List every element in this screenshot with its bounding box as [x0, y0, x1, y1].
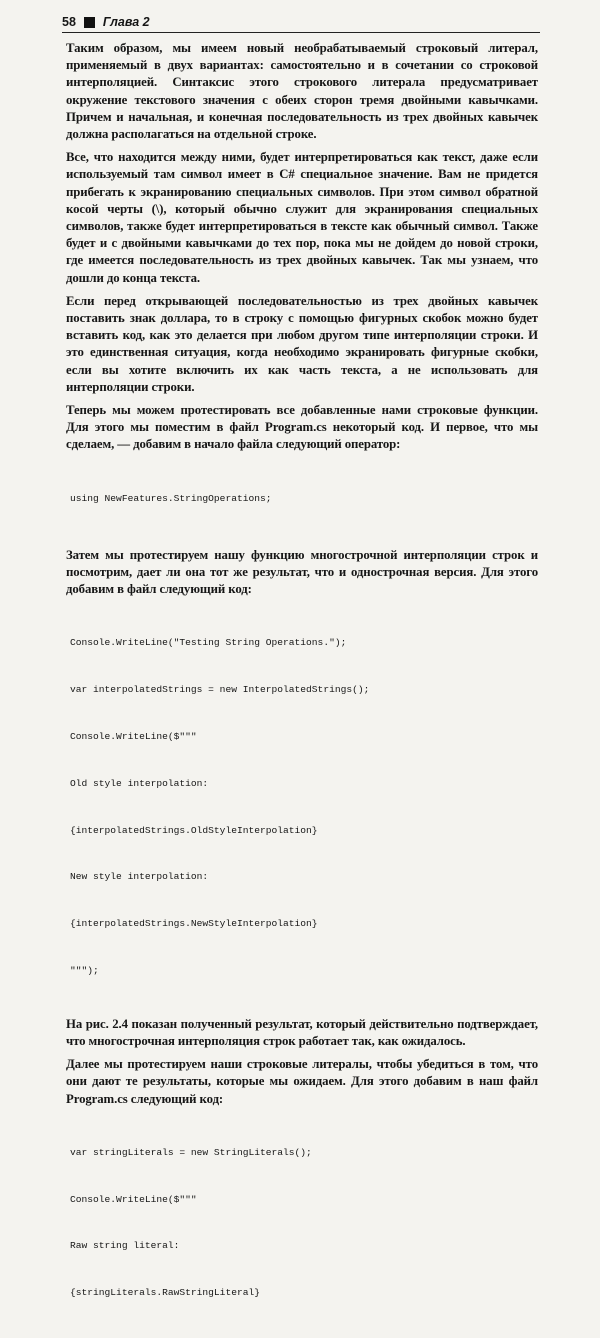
paragraph: На рис. 2.4 показан полученный результат, который действительно подтверждает, что многострочная интерполяция строк работает так, как ожидалось.: [66, 1016, 538, 1048]
code-line: var stringLiterals = new StringLiterals();: [70, 1146, 312, 1158]
header-rule: [62, 32, 540, 33]
paragraph: Далее мы протестируем наши строковые литералы, чтобы убедиться в том, что они дают те результаты, которые мы ожидаем. Для этого добавим в наш файл Program.cs следующий код:: [66, 1057, 538, 1106]
code-line: Console.WriteLine($""": [70, 1193, 197, 1205]
page-body: [66, 40, 538, 1338]
code-block-using: [70, 460, 538, 538]
code-line: {interpolatedStrings.OldStyleInterpolation}: [70, 824, 318, 836]
code-line: {stringLiterals.RawStringLiteral}: [70, 1287, 260, 1299]
code-block-literals: [70, 1114, 538, 1332]
paragraph: Теперь мы можем протестировать все добавленные нами строковые функции. Для этого мы поместим в файл Program.cs некоторый код. И первое, что мы сделаем, — добавим в начало файла следующий оператор:: [66, 403, 538, 452]
code-line: using NewFeatures.StringOperations;: [70, 492, 272, 504]
code-line: Raw string literal:: [70, 1240, 180, 1252]
code-line: var interpolatedStrings = new InterpolatedStrings();: [70, 684, 370, 696]
code-block-interpolation: [70, 604, 538, 1009]
paragraph: Все, что находится между ними, будет интерпретироваться как текст, даже если используемый там символ имеет в C# специальное значение. Вам не придется прибегать к экранированию специальных символов. При этом символ обратной косой черты (\), который обычно служит для экранирования специальных символов, также будет интерпретироваться в тексте как обычный символ. Также будет и с двойными кавычками до тех пор, пока мы не дойдем до новой строки, где имеется последовательность из трех двойных кавычек. Так мы узнаем, что дошли до конца текста.: [66, 150, 538, 285]
code-line: Console.WriteLine($""": [70, 731, 197, 742]
paragraph: Затем мы протестируем нашу функцию многострочной интерполяции строк и посмотрим, дает ли она тот же результат, что и однострочная версия. Для этого добавим в файл следующий код:: [66, 547, 538, 597]
paragraph: Таким образом, мы имеем новый необрабатываемый строковый литерал, применяемый в двух вариантах: самостоятельно и в сочетании со строковой интерполяцией. Синтаксис этого строкового литерала предусматривает окружение текстового значения с обеих сторон тремя двойными кавычками. Причем и начальная, и конечная последовательность из трех двойных кавычек должна располагаться на отдельной строке.: [66, 41, 538, 142]
code-line: """);: [70, 964, 99, 976]
code-line: {interpolatedStrings.NewStyleInterpolation}: [70, 918, 318, 930]
page-header: [62, 12, 540, 32]
code-line: Old style interpolation:: [70, 777, 209, 789]
header-square-marker: [84, 17, 95, 28]
chapter-title: Глава 2: [102, 15, 150, 29]
paragraph: Если перед открывающей последовательностью из трех двойных кавычек поставить знак доллара, то в строку с помощью фигурных скобок можно будет вставить код, как это делается при любом другом типе интерполяции строки. И это единственная ситуация, когда необходимо экранировать фигурные скобки, если вы хотите включить их как часть текста, а не использовать для интерполяции строки.: [66, 293, 538, 394]
code-line: Console.WriteLine("Testing String Operations.");: [70, 637, 347, 649]
code-line: New style interpolation:: [70, 871, 209, 883]
page-number: 58: [62, 15, 76, 29]
